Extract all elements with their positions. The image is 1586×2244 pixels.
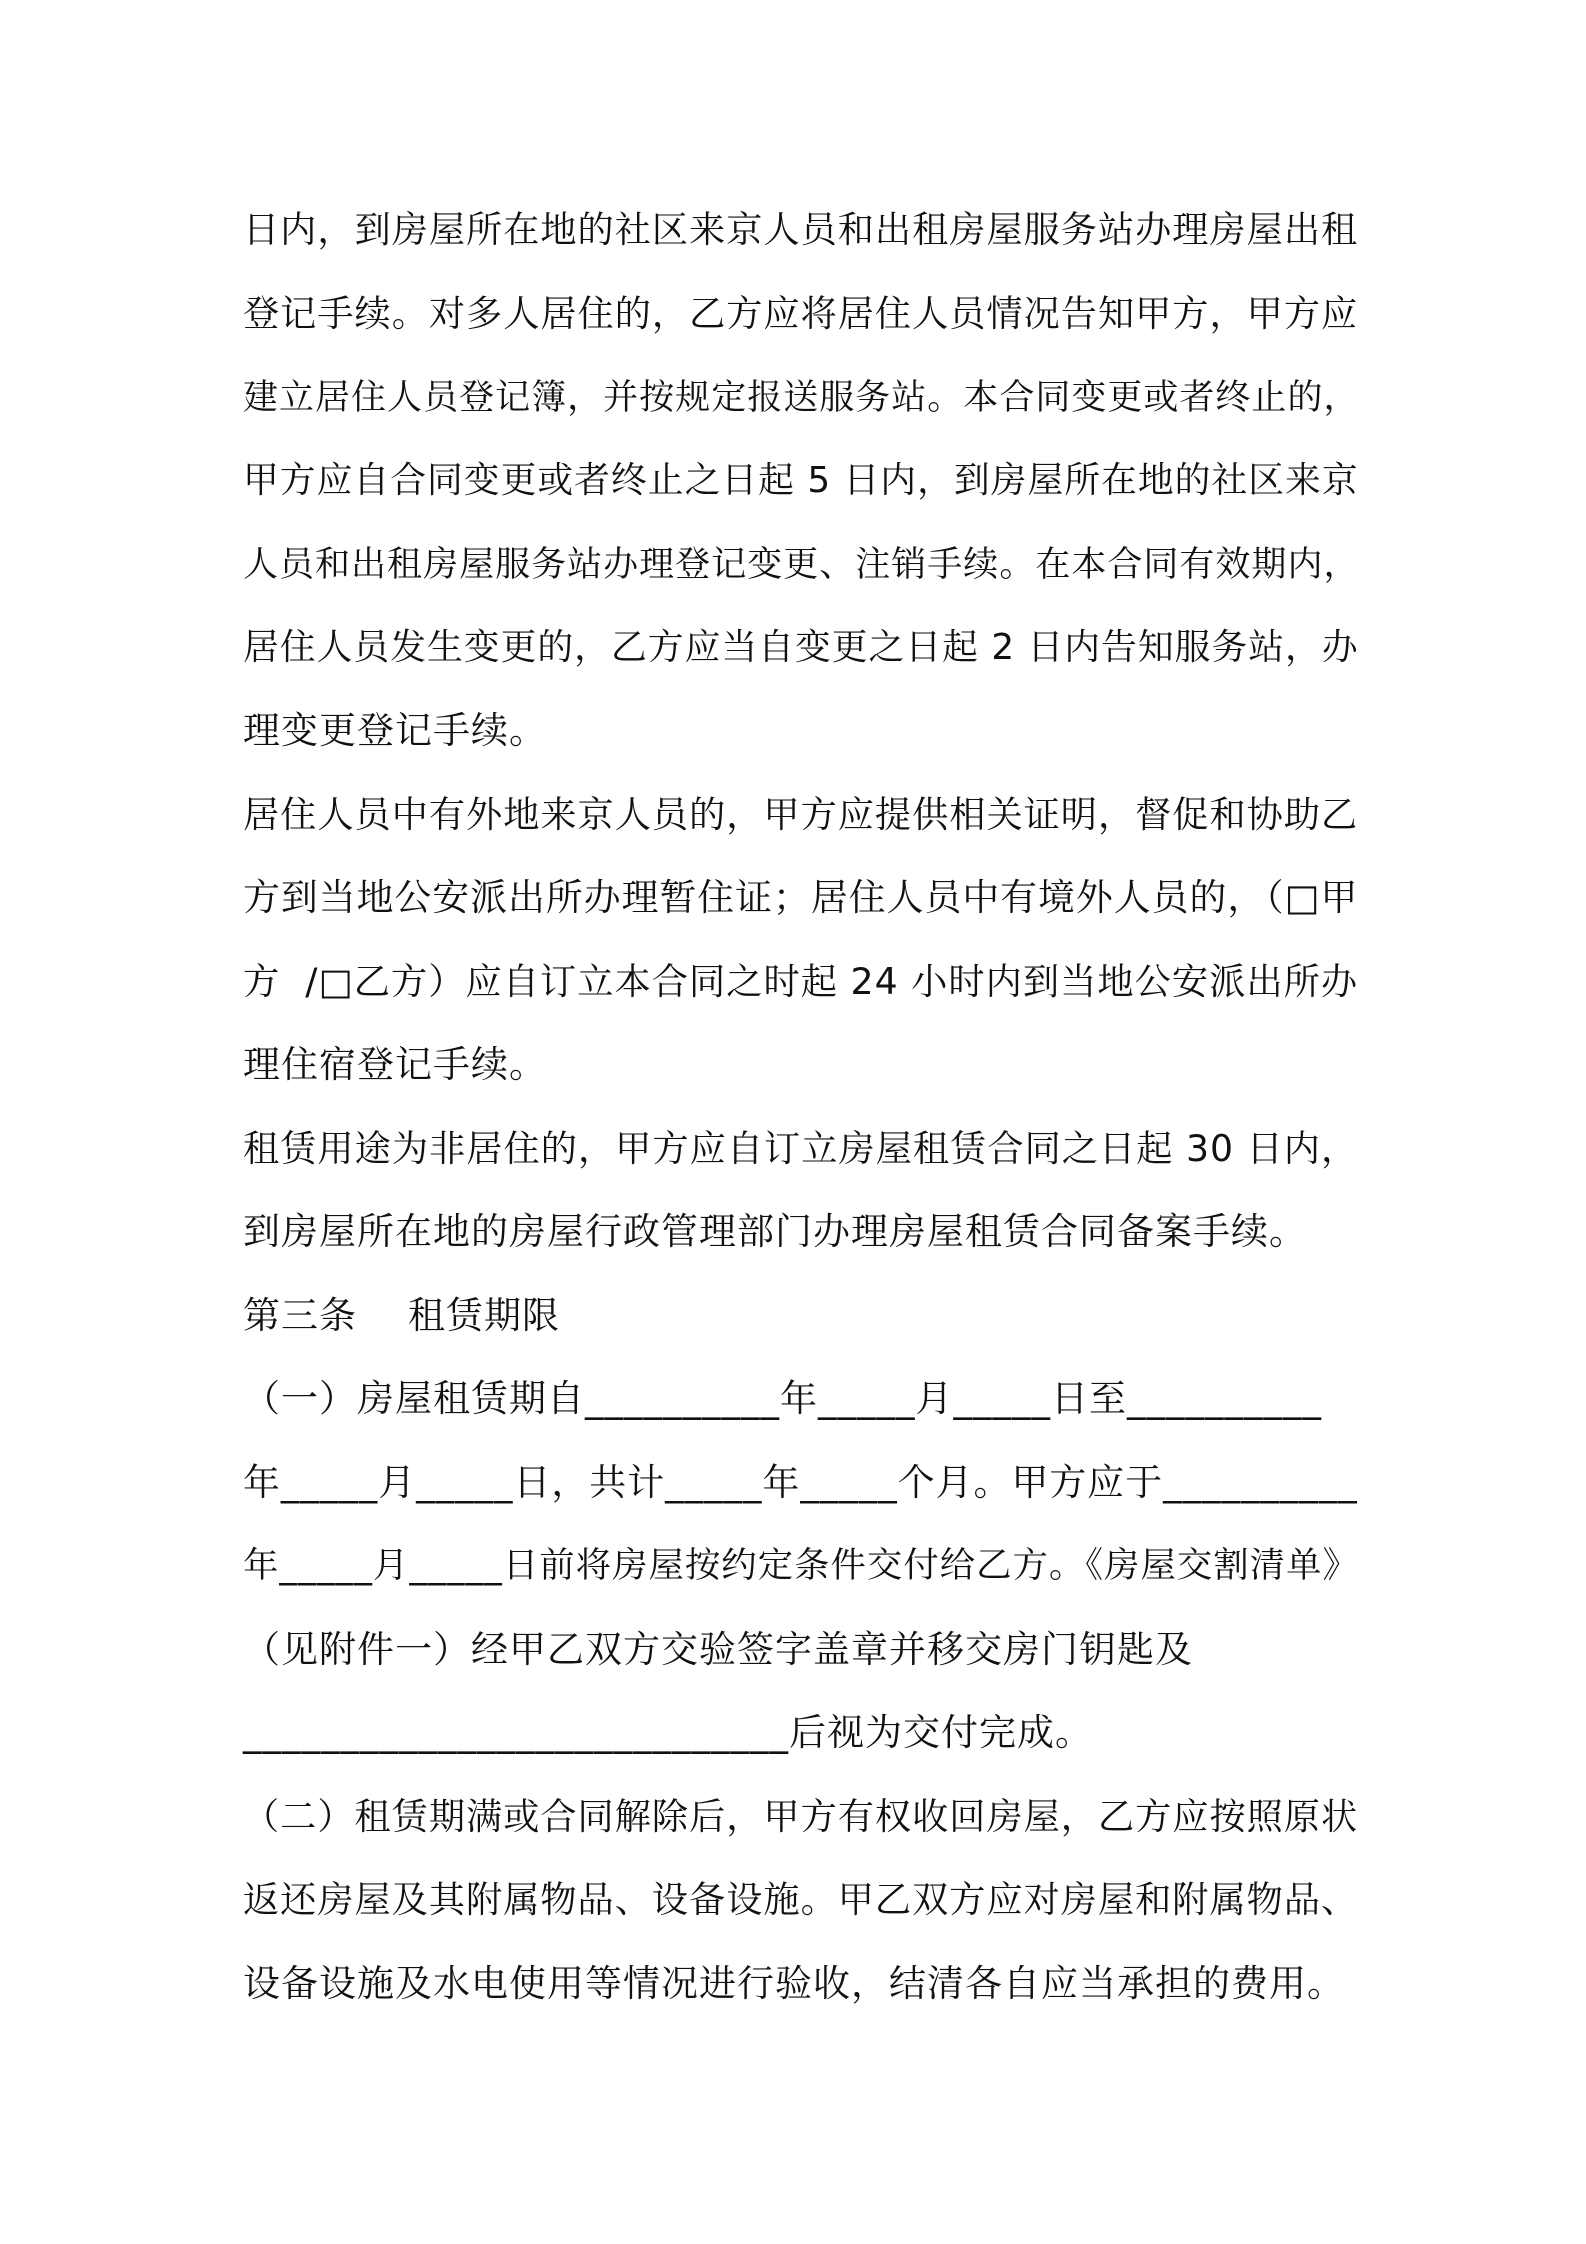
text-line-12: 租赁用途为非居住的，甲方应自订立房屋租赁合同之日起 30 日内，	[243, 1127, 1359, 1170]
text-line-6: 居住人员发生变更的，乙方应当自变更之日起 2 日内告知服务站，办	[243, 627, 1359, 668]
text-line-11: 理住宿登记手续。	[243, 1043, 547, 1086]
text-line-13: 到房屋所在地的房屋行政管理部门办理房屋租赁合同备案手续。	[243, 1210, 1307, 1253]
text-line-9: 方到当地公安派出所办理暂住证；居住人员中有境外人员的，（□甲	[243, 876, 1359, 919]
text-line-17: 年_____月_____日前将房屋按约定条件交付给乙方。《房屋交割清单》	[243, 1545, 1359, 1586]
text-line-4: 甲方应自合同变更或者终止之日起 5 日内，到房屋所在地的社区来京	[243, 460, 1359, 501]
text-line-22: 设备设施及水电使用等情况进行验收，结清各自应当承担的费用。	[243, 1962, 1345, 2005]
text-line-7: 理变更登记手续。	[243, 709, 547, 752]
text-line-2: 登记手续。对多人居住的，乙方应将居住人员情况告知甲方，甲方应	[243, 292, 1359, 335]
text-line-8: 居住人员中有外地来京人员的，甲方应提供相关证明，督促和协助乙	[243, 793, 1359, 836]
text-line-1: 日内，到房屋所在地的社区来京人员和出租房屋服务站办理房屋出租	[243, 208, 1359, 251]
text-line-3: 建立居住人员登记簿，并按规定报送服务站。本合同变更或者终止的，	[243, 377, 1360, 418]
text-line-10: 方 /□乙方）应自订立本合同之时起 24 小时内到当地公安派出所办	[243, 960, 1359, 1003]
section-heading: 第三条 租赁期限	[243, 1294, 561, 1337]
text-line-15: （一）房屋租赁期自__________年_____月_____日至__________	[243, 1377, 1322, 1420]
text-line-20: （二）租赁期满或合同解除后，甲方有权收回房屋，乙方应按照原状	[243, 1795, 1359, 1838]
text-line-18: （见附件一）经甲乙双方交验签字盖章并移交房门钥匙及	[243, 1628, 1193, 1671]
text-line-19: ____________________________后视为交付完成。	[243, 1711, 1093, 1754]
text-line-21: 返还房屋及其附属物品、设备设施。甲乙双方应对房屋和附属物品、	[243, 1878, 1359, 1921]
text-line-5: 人员和出租房屋服务站办理登记变更、注销手续。在本合同有效期内，	[243, 544, 1360, 585]
text-line-16: 年_____月_____日，共计_____年_____个月。甲方应于__________	[243, 1461, 1358, 1504]
